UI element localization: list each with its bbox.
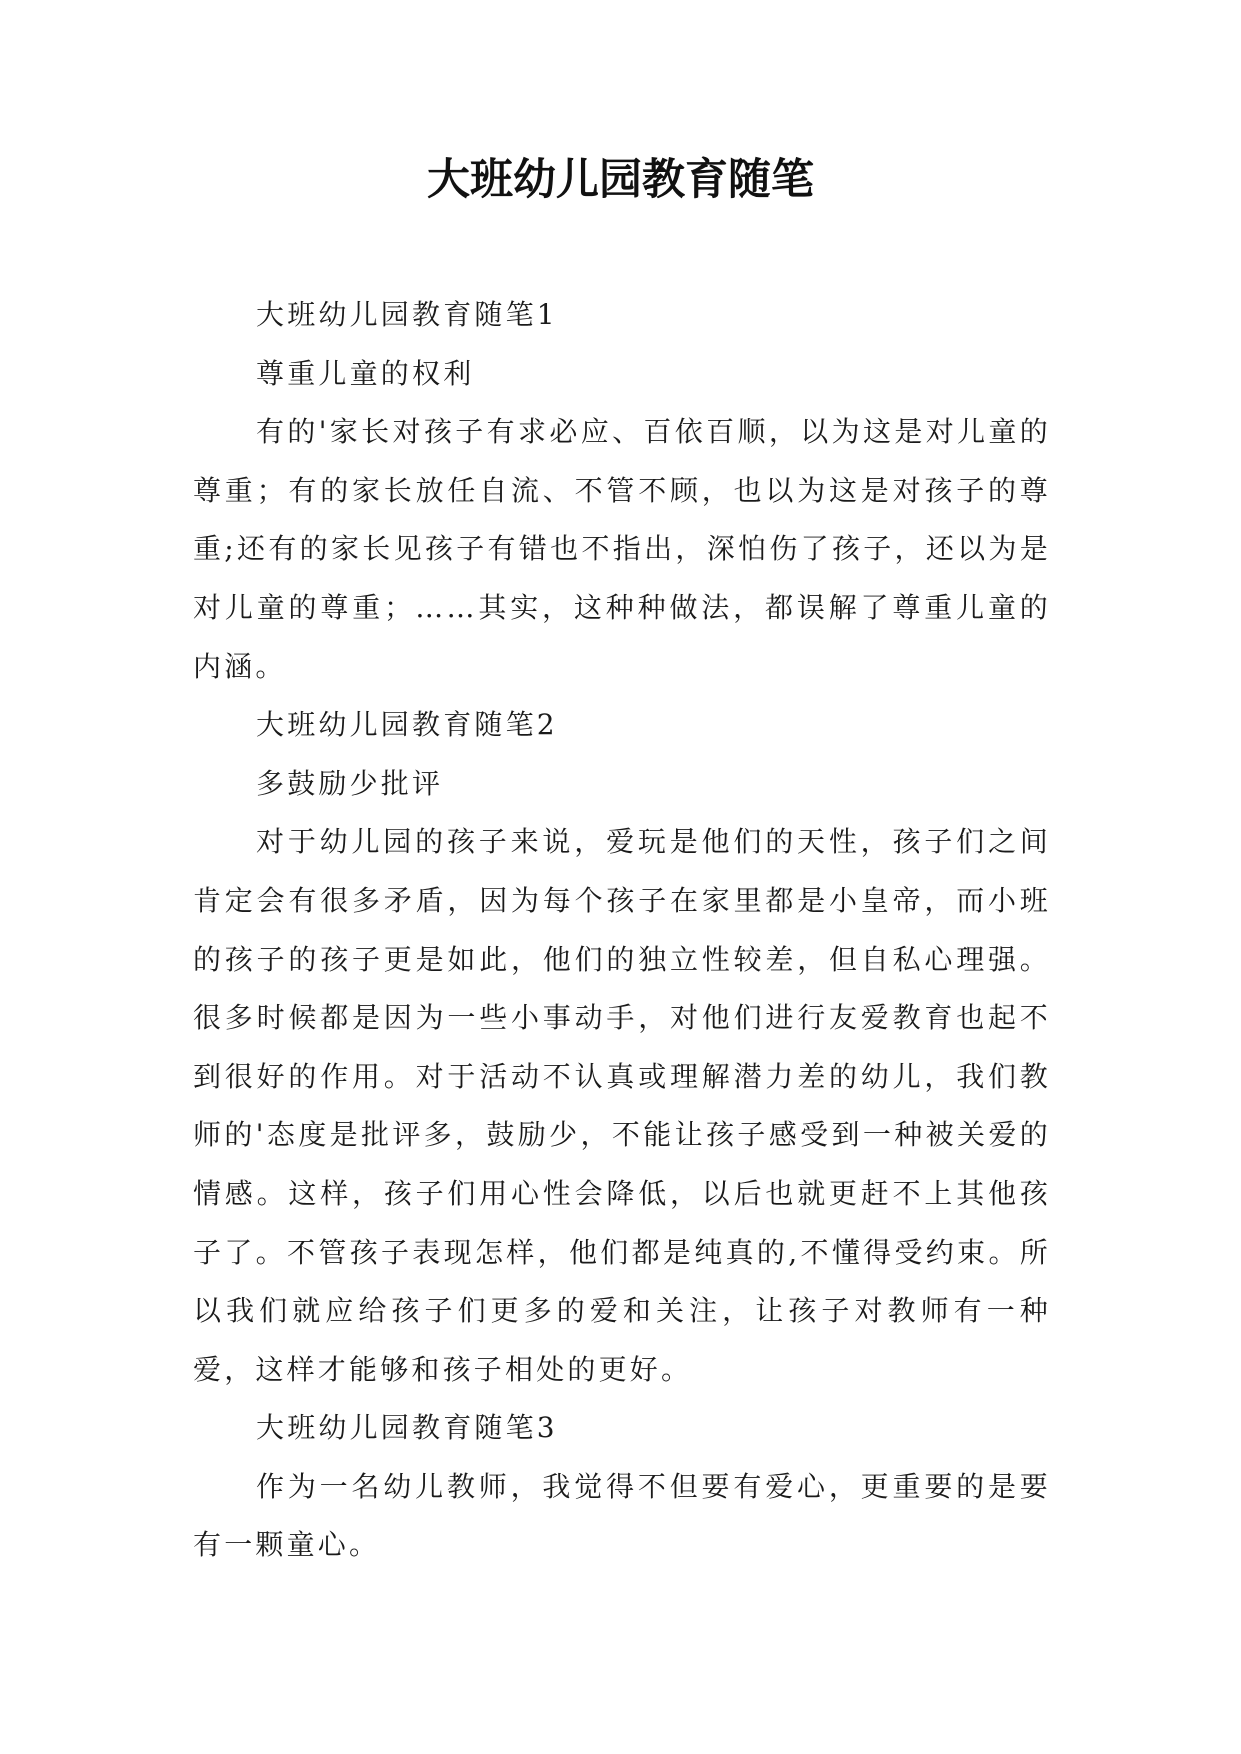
- subheading-2: 多鼓励少批评: [256, 766, 444, 800]
- section-heading-1: 大班幼儿园教育随笔1: [256, 298, 558, 331]
- section-heading-2: 大班幼儿园教育随笔2: [256, 708, 558, 742]
- paragraph-3: 作为一名幼儿教师，我觉得不但要有爱心，更重要的是要有一颗童心。: [193, 1469, 1051, 1562]
- document-body: [193, 286, 1051, 1575]
- subheading-1: 尊重儿童的权利: [256, 356, 475, 390]
- section-heading-3: 大班幼儿园教育随笔3: [256, 1411, 558, 1445]
- page-title: 大班幼儿园教育随笔: [427, 155, 814, 205]
- paragraph-1: 有的'家长对孩子有求必应、百依百顺，以为这是对儿童的尊重；有的家长放任自流、不管不顾，也以为这是对孩子的尊重;还有的家长见孩子有错也不指出，深怕伤了孩子，还以为是对儿童的尊重；……其实，这种种做法，都误解了尊重儿童的内涵。: [193, 415, 1051, 683]
- paragraph-2: 对于幼儿园的孩子来说，爱玩是他们的天性，孩子们之间肯定会有很多矛盾，因为每个孩子在家里都是小皇帝，而小班的孩子的孩子更是如此，他们的独立性较差，但自私心理强。很多时候都是因为一些小事动手，对他们进行友爱教育也起不到很好的作用。对于活动不认真或理解潜力差的幼儿，我们教师的'态度是批评多，鼓励少，不能让孩子感受到一种被关爱的情感。这样，孩子们用心性会降低，以后也就更赶不上其他孩子了。不管孩子表现怎样，他们都是纯真的,不懂得受约束。所以我们就应给孩子们更多的爱和关注，让孩子对教师有一种爱，这样才能够和孩子相处的更好。: [193, 825, 1051, 1386]
